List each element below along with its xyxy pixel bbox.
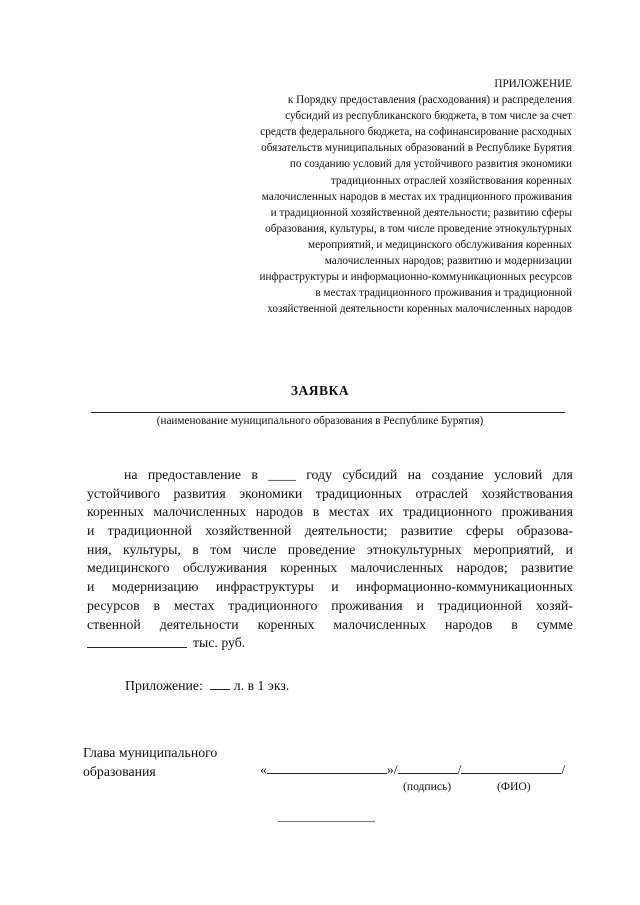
body-word: и <box>331 579 339 595</box>
body-word: и <box>87 523 95 539</box>
body-word: хозяйствования <box>481 485 573 501</box>
signature-line <box>260 760 565 778</box>
body-word: народов; <box>456 560 508 576</box>
body-word: отраслей <box>415 485 468 501</box>
body-word: и <box>416 597 424 613</box>
body-word: в <box>511 616 518 632</box>
body-word: в <box>153 597 161 613</box>
body-word: этнокультурных <box>366 541 462 557</box>
body-line-5 <box>87 541 573 560</box>
body-word: и <box>87 579 95 595</box>
body-word: и <box>565 541 573 557</box>
appendix-line: субсидий из республиканского бюджета, в том числе за счет <box>285 110 572 123</box>
body-word: традиционного <box>228 597 318 613</box>
body-line-8 <box>87 597 573 616</box>
appendix-line: образования, культуры, в том числе проведение этнокультурных <box>265 222 572 235</box>
body-word: народов <box>255 504 304 520</box>
amount-blank[interactable] <box>87 634 187 648</box>
body-word: проведение <box>287 541 356 557</box>
body-word: условий <box>494 467 543 482</box>
body-word: развитие <box>400 523 453 539</box>
body-word: местах <box>173 597 215 613</box>
appendix-header <box>192 76 572 317</box>
body-word: году <box>306 467 332 482</box>
body-word: на <box>407 467 422 482</box>
appendix-line: и традиционной хозяйственной деятельности; развитию сферы <box>270 206 572 219</box>
body-word: ственной <box>87 616 141 632</box>
body-word: ____ <box>268 467 296 482</box>
body-line-9 <box>87 616 573 635</box>
appendix-line: к Порядку предоставления (расходования) и распределения <box>287 94 572 107</box>
date-close-quote: »/ <box>386 762 398 777</box>
attachment-suffix: л. в 1 экз. <box>233 678 290 693</box>
body-word: культуры, <box>123 541 181 557</box>
document-title: ЗАЯВКА <box>290 383 350 398</box>
body-word: экономики <box>239 485 303 501</box>
body-word: информационно-коммуникационных <box>356 579 573 595</box>
body-word: традиционных <box>315 485 402 501</box>
appendix-line: малочисленных народов; развитию и модернизации <box>324 255 572 268</box>
signer-line-1: Глава муниципального <box>83 745 218 760</box>
municipality-caption: (наименование муниципального образования в Республике Бурятия) <box>156 415 484 427</box>
body-word: традиционной <box>437 597 523 613</box>
body-word: в <box>251 467 258 482</box>
body-word: деятельности; <box>304 523 388 539</box>
body-word: медицинского <box>87 560 170 576</box>
body-word: мероприятий, <box>473 541 555 557</box>
body-line-10 <box>87 634 573 653</box>
attachment-label: Приложение: <box>125 678 203 693</box>
appendix-line: малочисленных народов в местах их традиционного проживания <box>261 190 572 203</box>
appendix-line: средств федерального бюджета, на софинансирование расходных <box>260 126 572 139</box>
municipality-name-line <box>91 412 565 413</box>
body-word: деятельности <box>159 616 239 632</box>
body-word: образова- <box>516 523 573 539</box>
appendix-line: по созданию условий для устойчивого развития экономики <box>289 158 572 171</box>
body-line-2 <box>87 485 573 504</box>
body-line-7 <box>87 578 573 597</box>
amount-unit: тыс. руб. <box>193 635 246 651</box>
body-word: хозяйственной <box>205 523 292 539</box>
date-open-quote: « <box>260 762 267 777</box>
body-word: местах <box>328 504 370 520</box>
body-word: народов <box>445 616 493 632</box>
footer-divider <box>278 821 375 822</box>
fio-label: (ФИО) <box>497 780 531 793</box>
signer-title <box>83 744 217 781</box>
body-word: инфраструктуры <box>215 579 314 595</box>
signature-slash: / <box>457 762 462 777</box>
body-line-3 <box>87 503 573 522</box>
body-word: субсидий <box>342 467 398 482</box>
body-word: в <box>312 504 320 520</box>
body-word: коренных <box>87 504 144 520</box>
appendix-line: ПРИЛОЖЕНИЕ <box>494 78 572 90</box>
appendix-line: обязательств муниципальных образований в Республике Бурятия <box>261 142 572 155</box>
body-word: числе <box>242 541 277 557</box>
body-word: ресурсов <box>87 597 140 613</box>
application-body <box>87 466 573 653</box>
signer-line-2: образования <box>83 763 156 779</box>
body-word: традиционного <box>402 504 492 520</box>
signature-blank[interactable] <box>398 760 458 774</box>
body-line-1 <box>87 466 573 485</box>
appendix-line: хозяйственной деятельности коренных малочисленных народов <box>267 303 572 316</box>
body-word: в <box>192 541 199 557</box>
body-word: сумме <box>536 616 573 632</box>
appendix-line: мероприятий, и медицинского обслуживания коренных <box>308 238 572 251</box>
body-word: развитие <box>521 560 573 576</box>
body-word: проживания <box>331 597 403 613</box>
body-word: создание <box>431 467 484 482</box>
body-word: для <box>552 467 573 482</box>
fio-blank[interactable] <box>461 760 561 774</box>
body-word: развития <box>173 485 226 501</box>
body-word: ния, <box>87 541 112 557</box>
appendix-line: инфраструктуры и информационно-коммуникационных ресурсов <box>259 271 572 284</box>
body-line-4 <box>87 522 573 541</box>
body-word: модернизацию <box>111 579 199 595</box>
appendix-line: традиционных отраслей хозяйствования коренных <box>330 174 572 187</box>
body-word: том <box>210 541 232 557</box>
date-day-blank[interactable] <box>267 760 387 774</box>
body-word: устойчивого <box>87 485 161 501</box>
body-word: на <box>124 467 138 482</box>
attachment-line <box>125 676 289 694</box>
body-word: малочисленных <box>153 504 247 520</box>
body-word: коренных <box>257 616 315 632</box>
fio-slash: / <box>561 762 566 777</box>
body-word: обслуживания <box>182 560 267 576</box>
body-word: хозяй- <box>535 597 573 613</box>
body-word: их <box>378 504 394 520</box>
signature-label: (подпись) <box>403 780 452 793</box>
body-word: предоставление <box>147 467 242 482</box>
body-word: проживания <box>501 504 573 520</box>
body-word: сферы <box>465 523 504 539</box>
body-word: малочисленных <box>350 560 444 576</box>
appendix-line: в местах традиционного проживания и традиционной <box>315 287 572 300</box>
body-word: традиционной <box>107 523 192 539</box>
sheet-count-blank[interactable] <box>210 676 230 690</box>
body-word: малочисленных <box>333 616 427 632</box>
body-line-6 <box>87 559 573 578</box>
body-word: коренных <box>280 560 338 576</box>
